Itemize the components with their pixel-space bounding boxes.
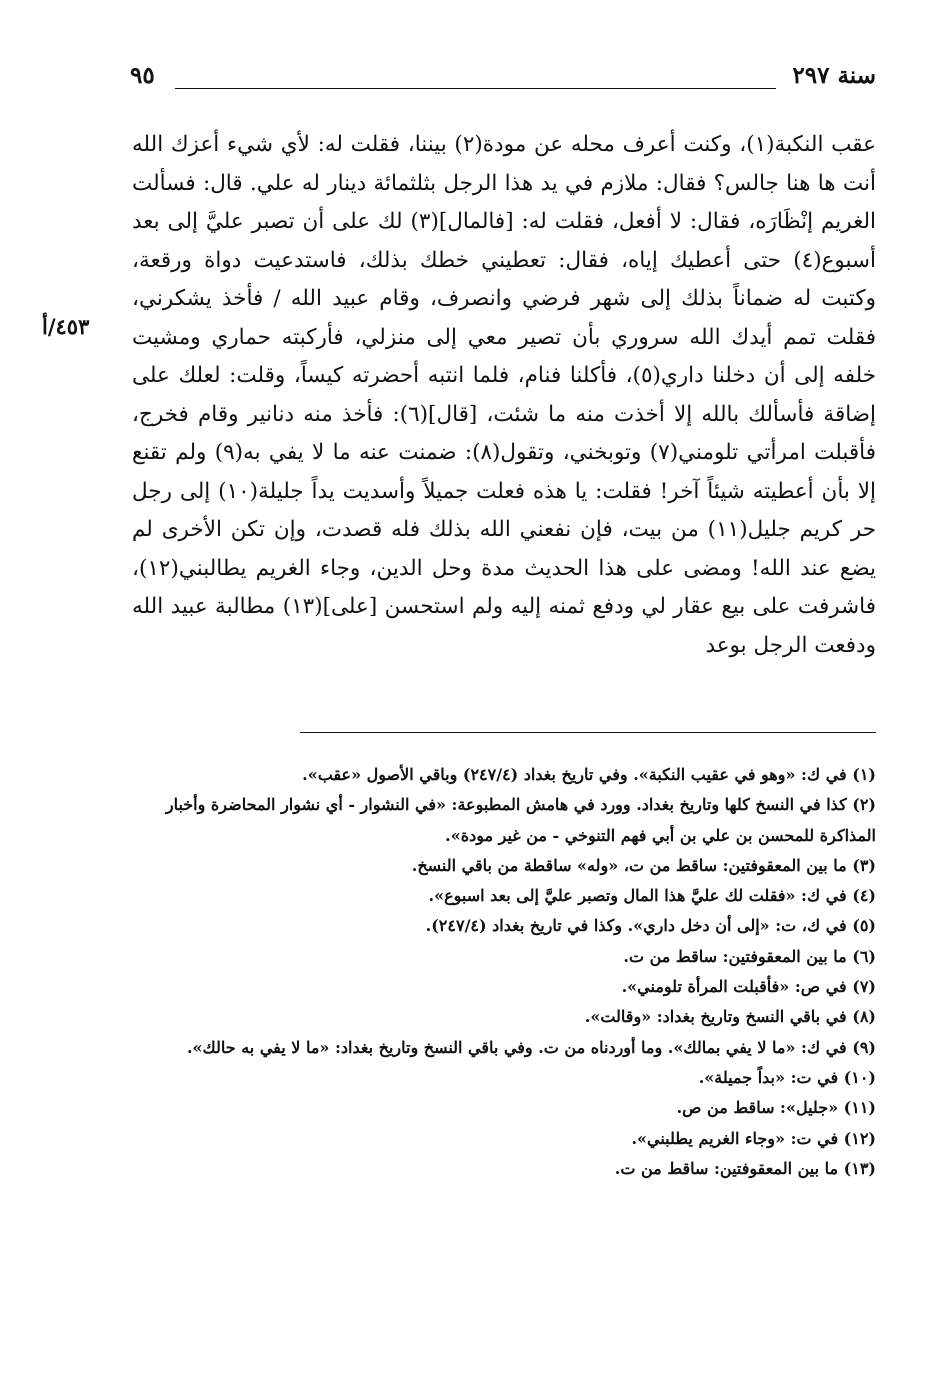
footnote: (٧) في ص: «فأقبلت المرأة تلومني». [621,977,876,997]
footnote: (٥) في ك، ت: «إلى أن دخل داري». وكذا في تاريخ بغداد (٢٤٧/٤). [425,916,876,936]
footnote: (٨) في باقي النسخ وتاريخ بغداد: «وقالت». [584,1007,876,1027]
footnotes [128,760,876,1184]
footnote: (٣) ما بين المعقوفتين: ساقط من ت، «وله» ساقطة من باقي النسخ. [411,855,876,875]
body-paragraph: عقب النكبة(١)، وكنت أعرف محله عن مودة(٢) بيننا، فقلت له: لأي شيء أعزك الله أنت ها هنا جالس؟ فقال: ملازم في يد هذا الرجل بثلثمائة دينار له علي. قال: فسألت الغريم إنْظَارَه، فقال: لا أفعل، فقلت له: [فالمال](٣) لك على أن تصبر عليَّ إلى بعد أسبوع(٤) حتى أعطيك إياه، فقال: تعطيني خطك بذلك، فاستدعيت دواة ورقعة، وكتبت له ضماناً بذلك إلى شهر فرضي وانصرف، وقام عبيد الله / فأخذ يشكرني، فقلت تمم أيدك الله سروري بأن تصير معي إلى منزلي، فأركبته حماري ومشيت خلفه إلى أن دخلنا داري(٥)، فأكلنا فنام، فلما انتبه أحضرته كيساً، وقلت: لعلك على إضاقة فأسألك بالله إلا أخذت منه ما شئت، [قال](٦): فأخذ منه دنانير وقام فخرج، فأقبلت امرأتي تلومني(٧) وتوبخني، وتقول(٨): ضمنت عنه ما لا يفي به(٩) ولم تقنع إلا بأن أعطيته شيئاً آخر! فقلت: يا هذه فعلت جميلاً وأسديت يداً جليلة(١٠) إلى رجل حر كريم جليل(١١) من بيت، فإن نفعني الله بذلك فله قصدت، وإن تكن الأخرى لم يضع عند الله! ومضى على هذا الحديث مدة وحل الدين، وجاء الغريم يطالبني(١٢)، فاشرفت على بيع عقار لي ودفع ثمنه إليه ولم استحسن [على](١٣) مطالبة عبيد الله ودفعت الرجل بوعد [132,132,877,658]
footnote: (١٣) ما بين المعقوفتين: ساقط من ت. [614,1158,876,1178]
footnote: (١٠) في ت: «بداً جميلة». [698,1067,876,1087]
footnote: (١١) «جليل»: ساقط من ص. [676,1098,876,1118]
main-text [132,126,876,665]
footnote: (٦) ما بين المعقوفتين: ساقط من ت. [623,946,876,966]
running-head-year: سنة ٢٩٧ [792,62,876,89]
footnote-separator [300,732,876,733]
footnote: (١٢) في ت: «وجاء الغريم يطلبني». [631,1128,876,1148]
footnote: (٢) كذا في النسخ كلها وتاريخ بغداد. وورد في هامش المطبوعة: «في النشوار - أي نشوار المحاضرة وأخبار المذاكرة للمحسن بن علي بن أبي فهم التنوخي - من غير مودة». [165,795,876,845]
header-rule [175,88,776,89]
footnote: (٤) في ك: «فقلت لك عليَّ هذا المال وتصبر عليَّ إلى بعد اسبوع». [428,886,876,906]
footnote: (٩) في ك: «ما لا يفي بمالك». وما أوردناه من ت. وفي باقي النسخ وتاريخ بغداد: «ما لا يفي به حالك». [186,1037,876,1057]
footnote: (١) في ك: «وهو في عقيب النكبة». وفي تاريخ بغداد (٢٤٧/٤) وباقي الأصول «عقب». [302,765,876,784]
manuscript-folio-note: ٤٥٣/أ [42,314,90,339]
page-header [130,62,876,94]
page-number: ٩٥ [130,62,155,89]
